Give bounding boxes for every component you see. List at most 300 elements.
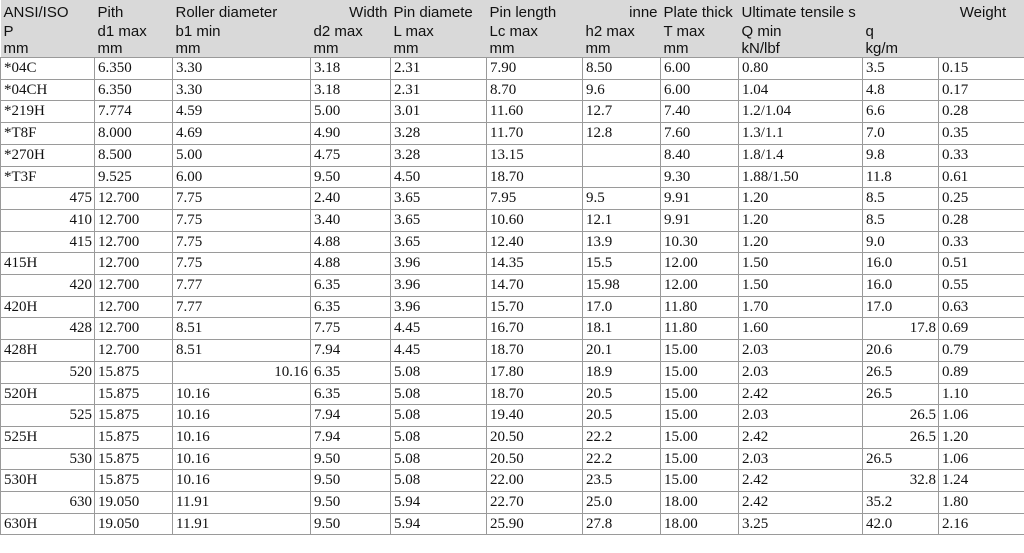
- table-cell[interactable]: 10.16: [173, 383, 311, 405]
- table-cell[interactable]: 0.61: [939, 166, 1024, 188]
- table-row: [1, 144, 1024, 166]
- table-cell[interactable]: 9.8: [863, 144, 939, 166]
- table-cell[interactable]: 1.20: [939, 426, 1024, 448]
- header-cell[interactable]: mm: [95, 40, 173, 58]
- table-cell[interactable]: 0.69: [939, 318, 1024, 340]
- table-body: [1, 0, 1024, 535]
- table-cell[interactable]: 26.5: [863, 383, 939, 405]
- table-cell[interactable]: 7.77: [173, 275, 311, 297]
- table-row: [1, 79, 1024, 101]
- table-row: [1, 513, 1024, 535]
- table-cell[interactable]: 12.700: [95, 188, 173, 210]
- table-cell[interactable]: 8.40: [661, 144, 739, 166]
- table-cell[interactable]: 9.6: [583, 79, 661, 101]
- table-cell[interactable]: 27.8: [583, 513, 661, 535]
- header-row: [1, 0, 1024, 23]
- table-cell[interactable]: 15.5: [583, 253, 661, 275]
- table-cell[interactable]: 4.45: [391, 318, 487, 340]
- header-cell[interactable]: Width: [311, 0, 391, 23]
- table-cell[interactable]: 5.08: [391, 361, 487, 383]
- table-cell[interactable]: 4.59: [173, 101, 311, 123]
- table-cell[interactable]: 15.00: [661, 361, 739, 383]
- table-row: [1, 209, 1024, 231]
- table-cell[interactable]: 18.9: [583, 361, 661, 383]
- table-cell[interactable]: 19.050: [95, 492, 173, 514]
- header-cell[interactable]: mm: [487, 40, 583, 58]
- table-cell[interactable]: 0.25: [939, 188, 1024, 210]
- header-cell[interactable]: mm: [391, 40, 487, 58]
- table-cell[interactable]: 12.700: [95, 340, 173, 362]
- table-cell[interactable]: 3.96: [391, 296, 487, 318]
- table-cell[interactable]: 5.08: [391, 405, 487, 427]
- table-cell[interactable]: 6.00: [661, 79, 739, 101]
- table-cell[interactable]: 6.35: [311, 383, 391, 405]
- table-cell[interactable]: 8.000: [95, 123, 173, 145]
- table-cell[interactable]: *270H: [1, 144, 95, 166]
- table-cell[interactable]: 16.0: [863, 275, 939, 297]
- table-cell[interactable]: 23.5: [583, 470, 661, 492]
- table-cell[interactable]: 4.90: [311, 123, 391, 145]
- table-cell[interactable]: 15.98: [583, 275, 661, 297]
- table-cell[interactable]: 11.70: [487, 123, 583, 145]
- table-cell[interactable]: 415: [1, 231, 95, 253]
- table-cell[interactable]: 7.75: [311, 318, 391, 340]
- table-cell[interactable]: 2.16: [939, 513, 1024, 535]
- table-cell[interactable]: 7.75: [173, 188, 311, 210]
- table-cell[interactable]: 2.42: [739, 470, 863, 492]
- header-cell[interactable]: b1 min: [173, 23, 311, 40]
- table-cell[interactable]: 0.35: [939, 123, 1024, 145]
- header-cell[interactable]: T max: [661, 23, 739, 40]
- table-cell[interactable]: 12.700: [95, 296, 173, 318]
- table-cell[interactable]: 2.03: [739, 361, 863, 383]
- header-cell[interactable]: d1 max: [95, 23, 173, 40]
- table-cell[interactable]: 8.51: [173, 318, 311, 340]
- table-cell[interactable]: 7.94: [311, 405, 391, 427]
- table-cell[interactable]: 2.40: [311, 188, 391, 210]
- table-row: [1, 58, 1024, 80]
- table-cell[interactable]: 13.15: [487, 144, 583, 166]
- table-cell[interactable]: 3.28: [391, 123, 487, 145]
- table-cell[interactable]: 13.9: [583, 231, 661, 253]
- table-cell[interactable]: 7.0: [863, 123, 939, 145]
- table-cell[interactable]: 4.8: [863, 79, 939, 101]
- table-cell[interactable]: 520H: [1, 383, 95, 405]
- table-cell[interactable]: 10.16: [173, 448, 311, 470]
- table-cell[interactable]: 3.65: [391, 188, 487, 210]
- table-cell[interactable]: 525H: [1, 426, 95, 448]
- table-cell[interactable]: 2.42: [739, 383, 863, 405]
- table-cell[interactable]: 9.525: [95, 166, 173, 188]
- table-cell[interactable]: 420: [1, 275, 95, 297]
- table-cell[interactable]: 10.16: [173, 361, 311, 383]
- table-cell[interactable]: 10.16: [173, 426, 311, 448]
- table-cell[interactable]: 11.8: [863, 166, 939, 188]
- table-cell[interactable]: 11.91: [173, 513, 311, 535]
- table-cell[interactable]: 9.91: [661, 209, 739, 231]
- table-cell[interactable]: 15.875: [95, 405, 173, 427]
- table-cell[interactable]: 14.70: [487, 275, 583, 297]
- table-cell[interactable]: *04CH: [1, 79, 95, 101]
- table-cell[interactable]: 15.00: [661, 448, 739, 470]
- table-cell[interactable]: 1.50: [739, 275, 863, 297]
- table-cell[interactable]: 20.5: [583, 405, 661, 427]
- table-cell[interactable]: 1.20: [739, 188, 863, 210]
- table-cell[interactable]: 415H: [1, 253, 95, 275]
- header-cell[interactable]: Q min: [739, 23, 863, 40]
- table-cell[interactable]: 530: [1, 448, 95, 470]
- table-cell[interactable]: 520: [1, 361, 95, 383]
- table-cell[interactable]: 0.51: [939, 253, 1024, 275]
- table-cell[interactable]: 9.50: [311, 513, 391, 535]
- table-cell[interactable]: 19.050: [95, 513, 173, 535]
- header-cell[interactable]: [939, 23, 1024, 40]
- table-row: [1, 296, 1024, 318]
- header-cell[interactable]: Lc max: [487, 23, 583, 40]
- table-cell[interactable]: 0.17: [939, 79, 1024, 101]
- table-cell[interactable]: 32.8: [863, 470, 939, 492]
- table-cell[interactable]: 0.89: [939, 361, 1024, 383]
- table-cell[interactable]: 8.5: [863, 188, 939, 210]
- table-cell[interactable]: 0.15: [939, 58, 1024, 80]
- header-cell[interactable]: d2 max: [311, 23, 391, 40]
- header-cell[interactable]: q: [863, 23, 939, 40]
- table-cell[interactable]: 2.03: [739, 405, 863, 427]
- table-cell[interactable]: 9.5: [583, 188, 661, 210]
- table-row: [1, 188, 1024, 210]
- table-cell[interactable]: 6.00: [661, 58, 739, 80]
- table-cell[interactable]: 7.75: [173, 209, 311, 231]
- table-cell[interactable]: 18.00: [661, 492, 739, 514]
- table-cell[interactable]: 2.42: [739, 426, 863, 448]
- table-cell[interactable]: 1.3/1.1: [739, 123, 863, 145]
- table-cell[interactable]: 18.70: [487, 340, 583, 362]
- table-cell[interactable]: 15.875: [95, 361, 173, 383]
- table-cell[interactable]: 12.7: [583, 101, 661, 123]
- table-cell[interactable]: 3.18: [311, 58, 391, 80]
- table-cell[interactable]: 5.08: [391, 426, 487, 448]
- table-cell[interactable]: 2.03: [739, 340, 863, 362]
- table-cell[interactable]: 26.5: [863, 448, 939, 470]
- table-cell[interactable]: 5.08: [391, 448, 487, 470]
- table-cell[interactable]: 0.33: [939, 144, 1024, 166]
- table-cell[interactable]: [583, 144, 661, 166]
- table-cell[interactable]: 5.08: [391, 470, 487, 492]
- table-cell[interactable]: 2.03: [739, 448, 863, 470]
- table-cell[interactable]: 1.2/1.04: [739, 101, 863, 123]
- table-cell[interactable]: 7.40: [661, 101, 739, 123]
- table-cell[interactable]: 18.00: [661, 513, 739, 535]
- table-cell[interactable]: 7.77: [173, 296, 311, 318]
- header-cell[interactable]: inne: [583, 0, 661, 23]
- table-cell[interactable]: 15.875: [95, 448, 173, 470]
- header-cell[interactable]: kg/m: [863, 40, 939, 58]
- table-row: [1, 340, 1024, 362]
- table-cell[interactable]: 3.65: [391, 209, 487, 231]
- table-cell[interactable]: 8.5: [863, 209, 939, 231]
- table-cell[interactable]: 630H: [1, 513, 95, 535]
- header-cell[interactable]: ANSI/ISO: [1, 0, 95, 23]
- table-cell[interactable]: *T8F: [1, 123, 95, 145]
- table-cell[interactable]: 6.35: [311, 361, 391, 383]
- table-cell[interactable]: 1.80: [939, 492, 1024, 514]
- table-cell[interactable]: 20.50: [487, 426, 583, 448]
- table-cell[interactable]: 1.50: [739, 253, 863, 275]
- table-row: [1, 426, 1024, 448]
- table-cell[interactable]: 10.16: [173, 470, 311, 492]
- table-cell[interactable]: 8.500: [95, 144, 173, 166]
- table-cell[interactable]: 7.75: [173, 253, 311, 275]
- header-cell[interactable]: [939, 40, 1024, 58]
- table-cell[interactable]: 7.94: [311, 340, 391, 362]
- table-cell[interactable]: 5.00: [311, 101, 391, 123]
- table-cell[interactable]: 3.28: [391, 144, 487, 166]
- table-cell[interactable]: 410: [1, 209, 95, 231]
- table-cell[interactable]: 6.6: [863, 101, 939, 123]
- table-cell[interactable]: 9.50: [311, 448, 391, 470]
- table-cell[interactable]: 1.20: [739, 209, 863, 231]
- header-cell[interactable]: L max: [391, 23, 487, 40]
- table-cell[interactable]: 6.35: [311, 296, 391, 318]
- table-cell[interactable]: 15.00: [661, 383, 739, 405]
- table-cell[interactable]: 16.0: [863, 253, 939, 275]
- table-cell[interactable]: 9.30: [661, 166, 739, 188]
- table-cell[interactable]: 0.55: [939, 275, 1024, 297]
- table-cell[interactable]: 428H: [1, 340, 95, 362]
- table-cell[interactable]: 8.50: [583, 58, 661, 80]
- header-cell[interactable]: mm: [173, 40, 311, 58]
- header-cell[interactable]: mm: [311, 40, 391, 58]
- header-cell[interactable]: Pith: [95, 0, 173, 23]
- table-cell[interactable]: 18.1: [583, 318, 661, 340]
- table-cell[interactable]: 2.31: [391, 79, 487, 101]
- table-cell[interactable]: 2.31: [391, 58, 487, 80]
- header-cell[interactable]: Ultimate tensile s: [739, 0, 863, 23]
- table-cell[interactable]: 26.5: [863, 426, 939, 448]
- table-row: [1, 123, 1024, 145]
- table-cell[interactable]: 3.40: [311, 209, 391, 231]
- table-cell[interactable]: 12.700: [95, 209, 173, 231]
- table-cell[interactable]: 3.25: [739, 513, 863, 535]
- table-cell[interactable]: 525: [1, 405, 95, 427]
- table-cell[interactable]: 7.90: [487, 58, 583, 80]
- table-row: [1, 448, 1024, 470]
- table-row: [1, 383, 1024, 405]
- table-cell[interactable]: 1.06: [939, 405, 1024, 427]
- header-row: [1, 23, 1024, 40]
- table-cell[interactable]: 19.40: [487, 405, 583, 427]
- header-cell[interactable]: mm: [661, 40, 739, 58]
- table-cell[interactable]: 1.60: [739, 318, 863, 340]
- table-cell[interactable]: 42.0: [863, 513, 939, 535]
- header-row: [1, 40, 1024, 58]
- header-cell[interactable]: [863, 0, 939, 23]
- header-cell[interactable]: kN/lbf: [739, 40, 863, 58]
- table-cell[interactable]: 12.700: [95, 275, 173, 297]
- table-cell[interactable]: 6.350: [95, 58, 173, 80]
- table-cell[interactable]: 9.50: [311, 492, 391, 514]
- table-cell[interactable]: 6.35: [311, 275, 391, 297]
- table-cell[interactable]: 18.70: [487, 166, 583, 188]
- table-cell[interactable]: 18.70: [487, 383, 583, 405]
- table-cell[interactable]: 3.18: [311, 79, 391, 101]
- header-cell[interactable]: mm: [583, 40, 661, 58]
- header-cell[interactable]: Pin diamete: [391, 0, 487, 23]
- table-cell[interactable]: 1.06: [939, 448, 1024, 470]
- table-cell[interactable]: 12.700: [95, 318, 173, 340]
- table-cell[interactable]: 6.350: [95, 79, 173, 101]
- table-cell[interactable]: 12.40: [487, 231, 583, 253]
- table-cell[interactable]: 1.20: [739, 231, 863, 253]
- table-cell[interactable]: 12.00: [661, 275, 739, 297]
- table-cell[interactable]: 12.00: [661, 253, 739, 275]
- table-cell[interactable]: 4.75: [311, 144, 391, 166]
- table-cell[interactable]: 3.30: [173, 58, 311, 80]
- table-cell[interactable]: 1.04: [739, 79, 863, 101]
- table-cell[interactable]: 3.96: [391, 253, 487, 275]
- table-cell[interactable]: 4.69: [173, 123, 311, 145]
- table-cell[interactable]: 5.08: [391, 383, 487, 405]
- table-cell[interactable]: 8.51: [173, 340, 311, 362]
- table-cell[interactable]: 6.00: [173, 166, 311, 188]
- table-cell[interactable]: 4.88: [311, 231, 391, 253]
- table-cell[interactable]: 5.00: [173, 144, 311, 166]
- table-cell[interactable]: 11.60: [487, 101, 583, 123]
- table-cell[interactable]: 0.80: [739, 58, 863, 80]
- table-cell[interactable]: 25.0: [583, 492, 661, 514]
- table-cell[interactable]: 475: [1, 188, 95, 210]
- table-cell[interactable]: 1.70: [739, 296, 863, 318]
- table-cell[interactable]: 22.2: [583, 426, 661, 448]
- table-row: [1, 275, 1024, 297]
- table-row: [1, 318, 1024, 340]
- table-cell[interactable]: 11.91: [173, 492, 311, 514]
- table-cell[interactable]: 20.1: [583, 340, 661, 362]
- table-cell[interactable]: 12.700: [95, 253, 173, 275]
- table-row: [1, 253, 1024, 275]
- table-cell[interactable]: 1.88/1.50: [739, 166, 863, 188]
- table-cell[interactable]: 7.774: [95, 101, 173, 123]
- header-cell[interactable]: P: [1, 23, 95, 40]
- table-cell[interactable]: 5.94: [391, 513, 487, 535]
- table-cell[interactable]: 1.8/1.4: [739, 144, 863, 166]
- table-cell[interactable]: 7.95: [487, 188, 583, 210]
- table-row: [1, 101, 1024, 123]
- table-cell[interactable]: 7.94: [311, 426, 391, 448]
- header-cell[interactable]: mm: [1, 40, 95, 58]
- table-cell[interactable]: 25.90: [487, 513, 583, 535]
- table-cell[interactable]: [583, 166, 661, 188]
- table-cell[interactable]: 0.63: [939, 296, 1024, 318]
- table-cell[interactable]: 3.96: [391, 275, 487, 297]
- table-cell[interactable]: 3.5: [863, 58, 939, 80]
- header-cell[interactable]: Roller diameter: [173, 0, 311, 23]
- header-cell[interactable]: Plate thick: [661, 0, 739, 23]
- table-cell[interactable]: 15.875: [95, 426, 173, 448]
- header-cell[interactable]: Weight: [939, 0, 1024, 23]
- table-cell[interactable]: 7.75: [173, 231, 311, 253]
- table-cell[interactable]: 20.6: [863, 340, 939, 362]
- table-cell[interactable]: 2.42: [739, 492, 863, 514]
- table-cell[interactable]: 35.2: [863, 492, 939, 514]
- table-cell[interactable]: 11.80: [661, 296, 739, 318]
- table-cell[interactable]: 15.875: [95, 470, 173, 492]
- table-cell[interactable]: 26.5: [863, 361, 939, 383]
- table-cell[interactable]: 10.16: [173, 405, 311, 427]
- table-cell[interactable]: 17.0: [863, 296, 939, 318]
- table-cell[interactable]: 12.1: [583, 209, 661, 231]
- table-cell[interactable]: 4.50: [391, 166, 487, 188]
- table-cell[interactable]: 15.00: [661, 340, 739, 362]
- table-cell[interactable]: 11.80: [661, 318, 739, 340]
- table-cell[interactable]: 3.30: [173, 79, 311, 101]
- table-cell[interactable]: 3.01: [391, 101, 487, 123]
- table-cell[interactable]: 0.79: [939, 340, 1024, 362]
- table-row: [1, 166, 1024, 188]
- table-row: [1, 361, 1024, 383]
- table-cell[interactable]: *04C: [1, 58, 95, 80]
- table-cell[interactable]: 15.00: [661, 470, 739, 492]
- table-cell[interactable]: 10.60: [487, 209, 583, 231]
- table-cell[interactable]: 0.28: [939, 101, 1024, 123]
- table-cell[interactable]: 14.35: [487, 253, 583, 275]
- table-cell[interactable]: 9.50: [311, 470, 391, 492]
- table-cell[interactable]: 428: [1, 318, 95, 340]
- table-cell[interactable]: 20.50: [487, 448, 583, 470]
- table-cell[interactable]: 17.8: [863, 318, 939, 340]
- table-cell[interactable]: 1.10: [939, 383, 1024, 405]
- table-cell[interactable]: *219H: [1, 101, 95, 123]
- table-cell[interactable]: 4.88: [311, 253, 391, 275]
- table-cell[interactable]: *T3F: [1, 166, 95, 188]
- table-row: [1, 470, 1024, 492]
- table-cell[interactable]: 10.30: [661, 231, 739, 253]
- table-cell[interactable]: 22.00: [487, 470, 583, 492]
- table-cell[interactable]: 3.65: [391, 231, 487, 253]
- table-row: [1, 492, 1024, 514]
- table-cell[interactable]: 1.24: [939, 470, 1024, 492]
- table-cell[interactable]: 530H: [1, 470, 95, 492]
- table-cell[interactable]: 12.8: [583, 123, 661, 145]
- table-cell[interactable]: 15.00: [661, 426, 739, 448]
- table-cell[interactable]: 0.28: [939, 209, 1024, 231]
- table-cell[interactable]: 4.45: [391, 340, 487, 362]
- table-cell[interactable]: 20.5: [583, 383, 661, 405]
- table-cell[interactable]: 15.00: [661, 405, 739, 427]
- table-cell[interactable]: 12.700: [95, 231, 173, 253]
- table-cell[interactable]: 16.70: [487, 318, 583, 340]
- table-cell[interactable]: 7.60: [661, 123, 739, 145]
- table-cell[interactable]: 8.70: [487, 79, 583, 101]
- table-cell[interactable]: 22.70: [487, 492, 583, 514]
- table-cell[interactable]: 15.875: [95, 383, 173, 405]
- table-cell[interactable]: 630: [1, 492, 95, 514]
- table-cell[interactable]: 17.0: [583, 296, 661, 318]
- table-cell[interactable]: 26.5: [863, 405, 939, 427]
- table-cell[interactable]: 17.80: [487, 361, 583, 383]
- table-cell[interactable]: 420H: [1, 296, 95, 318]
- table-cell[interactable]: 9.0: [863, 231, 939, 253]
- table-cell[interactable]: 0.33: [939, 231, 1024, 253]
- table-cell[interactable]: 9.91: [661, 188, 739, 210]
- table-cell[interactable]: 15.70: [487, 296, 583, 318]
- table-row: [1, 405, 1024, 427]
- table-cell[interactable]: 22.2: [583, 448, 661, 470]
- table-cell[interactable]: 9.50: [311, 166, 391, 188]
- header-cell[interactable]: Pin length: [487, 0, 583, 23]
- table-cell[interactable]: 5.94: [391, 492, 487, 514]
- header-cell[interactable]: h2 max: [583, 23, 661, 40]
